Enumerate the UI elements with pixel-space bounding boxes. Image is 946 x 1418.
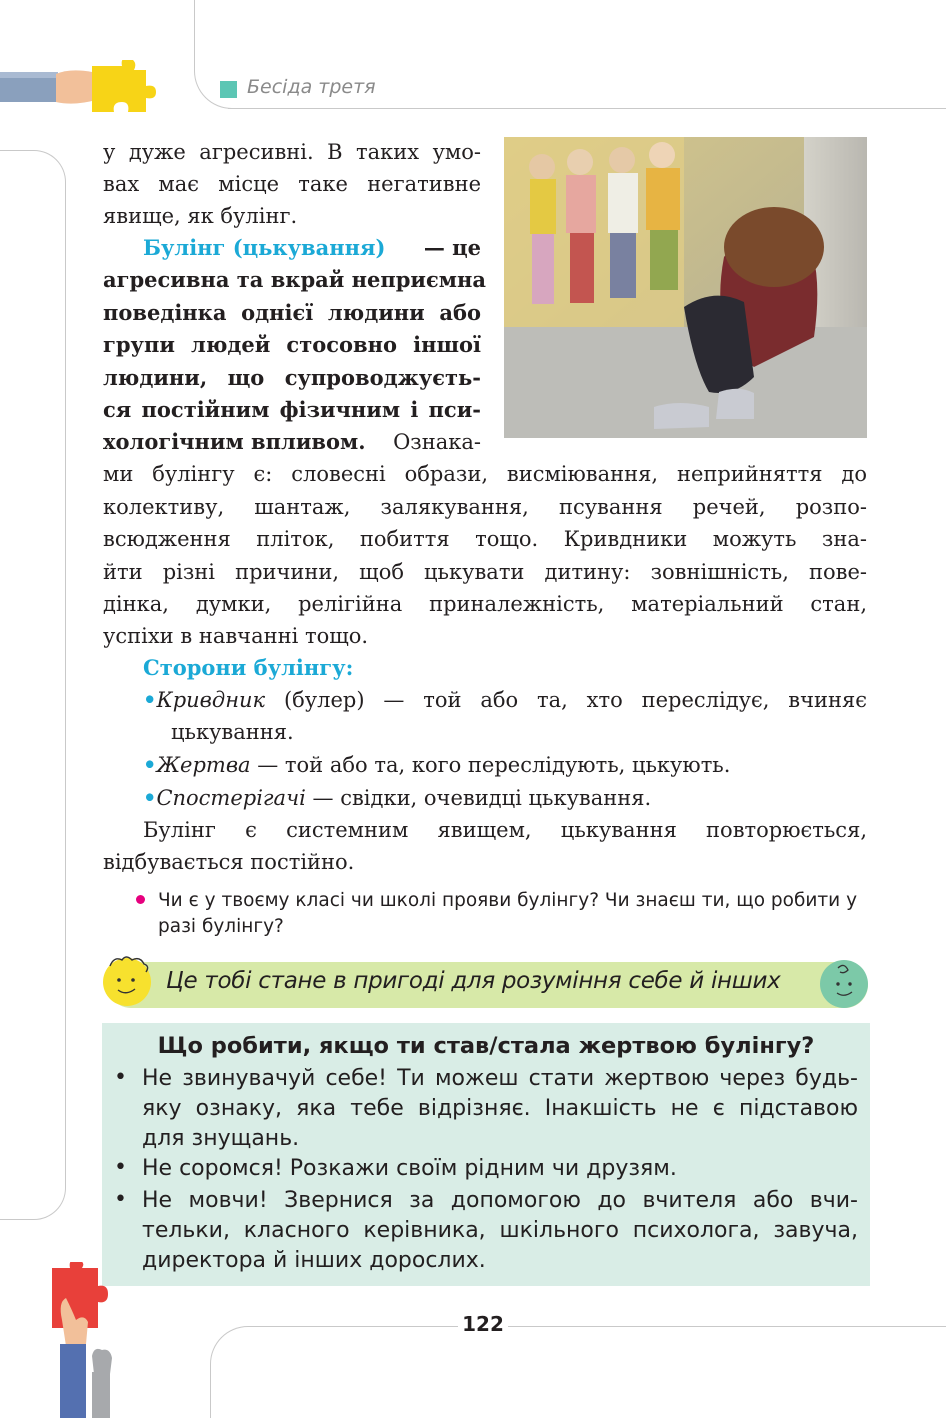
footer-frame-curve (210, 1326, 250, 1418)
question-dot-icon (136, 895, 145, 904)
advice-item-3-line-3: директора й інших дорослих. (142, 1248, 486, 1273)
side-desc: — свідки, очевидці цькування. (305, 786, 652, 810)
advice-item-1-line-1: Не звинувачуй себе! Ти можеш стати жертвою через будь- (142, 1066, 858, 1091)
definition-term: Булінг (цькування) (143, 235, 386, 260)
sides-heading: Сторони булінгу: (143, 655, 354, 680)
side-desc: (булер) — той або та, хто переслідує, вчиняє (265, 688, 867, 712)
bullet-icon: • (143, 785, 157, 810)
definition-line-2: агресивна та вкрай неприємна (103, 267, 486, 292)
side-term: Спостерігачі (156, 786, 306, 810)
advice-item-3-line-2: тельки, класного керівника, шкільного психолога, завуча, (142, 1218, 858, 1243)
definition-last-line (103, 426, 481, 458)
definition-line-3: поведінка однієї людини або (103, 300, 481, 325)
closing-line-2: відбувається постійно. (103, 850, 355, 874)
green-face-icon (818, 958, 870, 1010)
footer-rule-left (248, 1326, 458, 1327)
advice-item-3-line-1: Не мовчи! Звернися за допомогою до вчителя або вчи- (142, 1188, 858, 1213)
section-title: Бесіда третя (247, 76, 376, 98)
bullet-icon: • (114, 1065, 127, 1090)
hand-puzzle-icon (0, 60, 160, 120)
bullet-icon: • (143, 687, 157, 712)
definition-first-line (143, 232, 481, 264)
left-frame (0, 150, 66, 1220)
bullying-photo (504, 137, 867, 438)
tip-banner-text: Це тобі стане в пригоді для розуміння себе й інших (166, 968, 781, 994)
body-line-2: колективу, шантаж, залякування, псування речей, розпо- (103, 495, 867, 519)
advice-title: Що робити, якщо ти став/стала жертвою булінгу? (157, 1033, 815, 1059)
advice-item-1-line-3: для знущань. (142, 1126, 300, 1151)
discussion-question: Чи є у твоєму класі чи школі прояви булінгу? Чи знаєш ти, що робити у разі булінгу? (158, 890, 858, 937)
intro-line-3: явище, як булінг. (103, 204, 298, 228)
section-marker-icon (220, 81, 237, 98)
header-rule (228, 108, 946, 109)
body-line-4: йти різні причини, щоб цькувати дитину: зовнішність, пове- (103, 560, 867, 584)
bullet-icon: • (114, 1155, 127, 1180)
definition-line-6: ся постійним фізичним і пси- (103, 397, 481, 422)
side-term: Жертва (156, 753, 251, 777)
intro-line-2: вах має місце таке негативне (103, 172, 481, 196)
bullet-icon: • (143, 752, 157, 777)
side-item-3 (143, 782, 651, 814)
closing-line-1: Булінг є системним явищем, цькування повторюється, (143, 818, 867, 842)
bullet-icon: • (114, 1187, 127, 1212)
side-item-1-cont: цькування. (171, 720, 294, 744)
side-term: Кривдник (156, 688, 266, 712)
definition-last-bold: хологічним впливом. (103, 429, 366, 454)
body-line-1: ми булінгу є: словесні образи, висміювання, неприйняття до (103, 462, 867, 486)
advice-item-1-line-2: яку ознаку, яка тебе відрізняє. Інакшість не є підставою (142, 1096, 858, 1121)
yellow-face-icon (100, 952, 156, 1008)
side-item-1 (143, 684, 867, 716)
intro-line-1: у дуже агресивні. В таких умо- (103, 140, 481, 164)
hands-puzzle-icon (48, 1262, 128, 1418)
side-item-2 (143, 749, 730, 781)
definition-last-regular: Ознака- (393, 430, 481, 454)
body-line-5: дінка, думки, релігійна приналежність, матеріальний стан, (103, 592, 867, 616)
advice-item-2-line-1: Не соромся! Розкажи своїм рідним чи друзям. (142, 1156, 677, 1181)
definition-line-4: групи людей стосовно іншої (103, 332, 481, 357)
definition-line-5: людини, що супроводжуєть- (103, 365, 481, 390)
footer-rule-right (508, 1326, 946, 1327)
definition-line-1: — це (423, 235, 481, 260)
body-line-3: всюдження пліток, побиття тощо. Кривдники можуть зна- (103, 527, 867, 551)
body-line-6: успіхи в навчанні тощо. (103, 624, 369, 648)
page-number: 122 (462, 1312, 504, 1336)
side-desc: — той або та, кого переслідують, цькують. (250, 753, 731, 777)
